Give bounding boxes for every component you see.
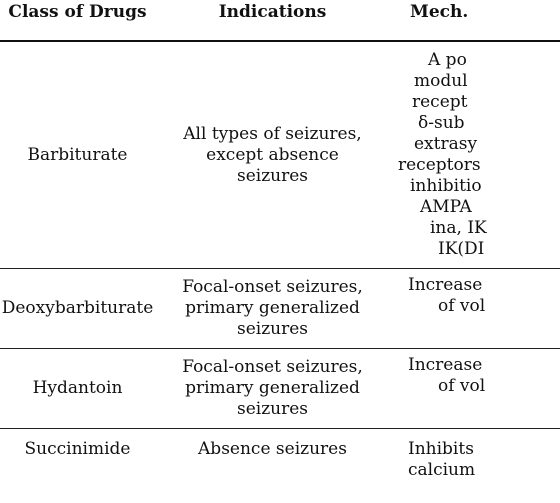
indication-line: Absence seizures [155,439,390,460]
cell-indications [155,269,390,349]
cell-class: Succinimide [0,429,155,503]
mechanism-line: of vol [390,376,560,397]
mechanism-line: Increase [390,275,560,296]
header-indications: Indications [155,0,390,41]
table-row-deoxybarbiturate [0,269,560,349]
cell-class: Barbiturate [0,41,155,269]
mechanism-line: ina, IK [390,218,560,239]
mechanism-line: recept [390,92,560,113]
indication-line: seizures [155,166,390,187]
mechanism-line: AMPA [390,197,560,218]
table-row-barbiturate [0,41,560,269]
cell-indications [155,41,390,269]
cell-mechanism [390,429,560,503]
indication-line: Focal-onset seizures, [155,277,390,298]
indication-line: primary generalized [155,298,390,319]
cell-indications [155,429,390,503]
cell-mechanism [390,269,560,349]
mechanism-line: δ-sub [390,113,560,134]
cell-indications [155,349,390,429]
indication-line: seizures [155,319,390,340]
mechanism-line: Inhibits [390,439,560,460]
indication-line: Focal-onset seizures, [155,357,390,378]
cell-mechanism [390,41,560,269]
indication-line: All types of seizures, [155,124,390,145]
indication-line: primary generalized [155,378,390,399]
indication-line: except absence [155,145,390,166]
mechanism-line: calcium [390,460,560,481]
table-header-row [0,0,560,41]
mechanism-line: IK(DI [390,239,560,260]
table-row-succinimide [0,429,560,503]
mechanism-line: extrasy [390,134,560,155]
cell-class: Hydantoin [0,349,155,429]
mechanism-line: Increase [390,355,560,376]
header-class-of-drugs: Class of Drugs [0,0,155,41]
cell-mechanism [390,349,560,429]
mechanism-line: inhibitio [390,176,560,197]
mechanism-line: A po [390,50,560,71]
mechanism-line: receptors [390,155,560,176]
cell-class: Deoxybarbiturate [0,269,155,349]
indication-line: seizures [155,399,390,420]
header-mechanism: Mech. [390,0,560,41]
table-row-hydantoin [0,349,560,429]
mechanism-line: modul [390,71,560,92]
mechanism-line: of vol [390,296,560,317]
